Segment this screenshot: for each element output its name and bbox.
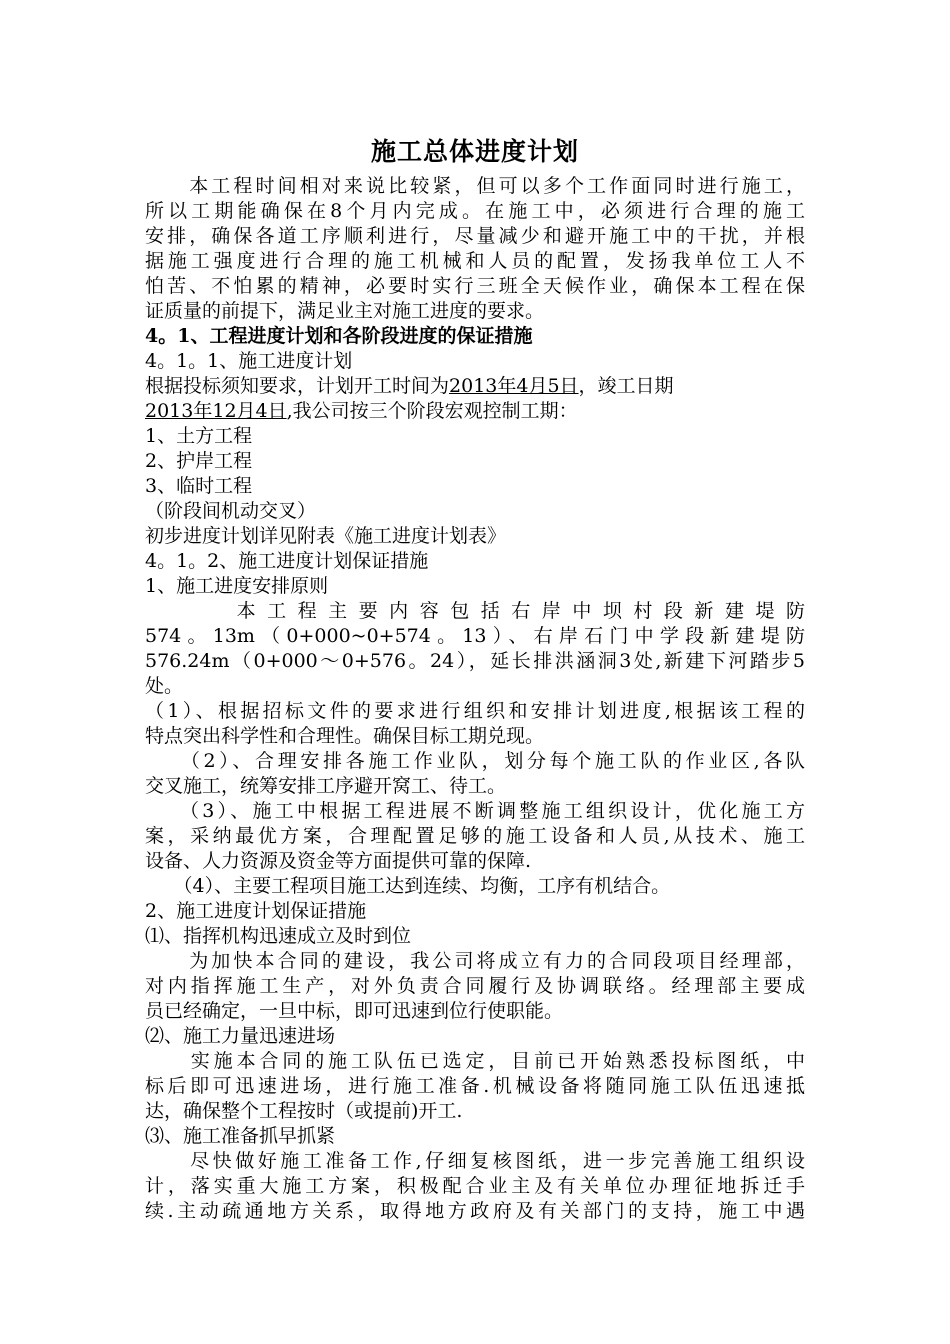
principle-line: 案，采纳最优方案，合理配置足够的施工设备和人员,从技术、施工: [145, 825, 805, 847]
measures-heading: 2、施工进度计划保证措施: [145, 900, 367, 922]
intro-line: 安排，确保各道工序顺利进行，尽量减少和避开施工中的干扰，并根: [145, 225, 805, 247]
scope-line: 576.24m（0+000～0+576。24），延长排洪涵洞3处,新建下河踏步5: [145, 650, 805, 672]
sub-heading: 4。1。1、施工进度计划: [145, 350, 353, 372]
principle-line: （3）、施工中根据工程进展不断调整施工组织设计，优化施工方: [145, 800, 805, 822]
document-title: 施工总体进度计划: [370, 137, 579, 166]
schedule-line: [145, 374, 674, 399]
principle-line: （4）、主要工程项目施工达到连续、均衡，工序有机结合。: [145, 875, 671, 897]
measure-line: 对内指挥施工生产，对外负责合同履行及协调联络。经理部主要成: [145, 975, 805, 997]
principle-line: 特点突出科学性和合理性。确保目标工期兑现。: [145, 725, 545, 747]
intro-line: 所以工期能确保在8个月内完成。在施工中，必须进行合理的施工: [145, 200, 805, 222]
measure-line: 为加快本合同的建设，我公司将成立有力的合同段项目经理部，: [145, 950, 805, 972]
principle-line: （2）、合理安排各施工作业队，划分每个施工队的作业区,各队: [145, 750, 805, 772]
end-date: 2013年12月4日: [145, 400, 287, 422]
intro-line: 本工程时间相对来说比较紧，但可以多个工作面同时进行施工，: [145, 175, 805, 197]
measure-line: 标后即可迅速进场，进行施工准备.机械设备将随同施工队伍迅速抵: [145, 1075, 805, 1097]
attachment-note: 初步进度计划详见附表《施工进度计划表》: [145, 525, 507, 547]
principle-heading: 1、施工进度安排原则: [145, 575, 329, 597]
start-date: 2013年4月5日: [449, 375, 579, 397]
measure-line: 实施本合同的施工队伍已选定，目前已开始熟悉投标图纸，中: [145, 1050, 805, 1072]
phase-item: 3、临时工程: [145, 475, 253, 497]
schedule-prefix: 根据投标须知要求，计划开工时间为: [145, 375, 450, 397]
phase-item: 2、护岸工程: [145, 450, 253, 472]
measure-heading: ⑴、指挥机构迅速成立及时到位: [145, 925, 412, 947]
intro-line: 怕苦、不怕累的精神，必要时实行三班全天候作业，确保本工程在保: [145, 275, 805, 297]
scope-line: 574。13m（0+000~0+574。13）、右岸石门中学段新建堤防: [145, 625, 805, 647]
intro-line: 据施工强度进行合理的施工机械和人员的配置，发扬我单位工人不: [145, 250, 805, 272]
scope-line: 本工程主要内容包括右岸中坝村段新建堤防: [145, 600, 805, 622]
principle-line: （1）、根据招标文件的要求进行组织和安排计划进度,根据该工程的: [145, 700, 805, 722]
measure-line: 达，确保整个工程按时（或提前)开工.: [145, 1100, 463, 1122]
phase-note: （阶段间机动交叉）: [145, 500, 317, 522]
measure-line: 尽快做好施工准备工作,仔细复核图纸，进一步完善施工组织设: [145, 1150, 805, 1172]
schedule-suffix: ，竣工日期: [578, 375, 674, 397]
phase-item: 1、土方工程: [145, 425, 253, 447]
measure-heading: ⑵、施工力量迅速进场: [145, 1025, 336, 1047]
section-heading: 4。1、工程进度计划和各阶段进度的保证措施: [145, 325, 533, 347]
measure-line: 续.主动疏通地方关系，取得地方政府及有关部门的支持，施工中遇: [145, 1200, 805, 1222]
principle-line: 交叉施工，统筹安排工序避开窝工、待工。: [145, 775, 507, 797]
measure-line: 员已经确定，一旦中标，即可迅速到位行使职能。: [145, 1000, 564, 1022]
measure-line: 计，落实重大施工方案，积极配合业主及有关单位办理征地拆迁手: [145, 1175, 805, 1197]
scope-line: 处。: [145, 675, 184, 697]
principle-line: 设备、人力资源及资金等方面提供可靠的保障.: [145, 850, 532, 872]
schedule-line: [145, 399, 578, 424]
schedule-suffix: ,我公司按三个阶段宏观控制工期：: [286, 400, 578, 422]
intro-line: 证质量的前提下，满足业主对施工进度的要求。: [145, 300, 545, 322]
measure-heading: ⑶、施工准备抓早抓紧: [145, 1125, 336, 1147]
sub-heading: 4。1。2、施工进度计划保证措施: [145, 550, 429, 572]
